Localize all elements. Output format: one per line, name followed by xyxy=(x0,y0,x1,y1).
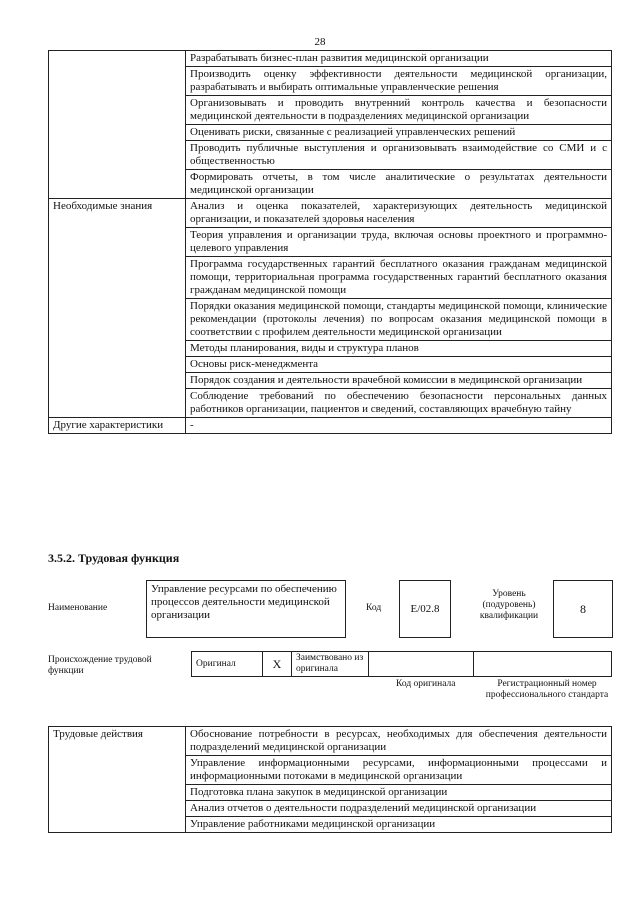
table-row xyxy=(49,727,612,756)
origin-label: Происхождение трудовой функции xyxy=(48,655,152,676)
knowledge-item: Теория управления и организации труда, включая основы проектного и программно-целевого управления xyxy=(186,228,612,257)
knowledge-label-cell: Необходимые знания xyxy=(49,199,186,418)
action-item: Управление работниками медицинской организации xyxy=(186,817,612,833)
function-code-box: E/02.8 xyxy=(399,580,451,638)
original-label: Оригинал xyxy=(192,652,263,677)
knowledge-item: Программа государственных гарантий бесплатного оказания гражданам медицинской помощи, территориальная программа государственных гарантий бесплатного оказания гражданам медицинской помощи xyxy=(186,257,612,299)
skills-label-cell xyxy=(49,51,186,199)
knowledge-item: Порядок создания и деятельности врачебной комиссии в медицинской организации xyxy=(186,373,612,389)
borrowed-label: Заимствовано из оригинала xyxy=(292,652,369,677)
skills-knowledge-table xyxy=(48,50,612,434)
skills-item: Оценивать риски, связанные с реализацией управленческих решений xyxy=(186,125,612,141)
other-label-cell: Другие характеристики xyxy=(49,418,186,434)
table-row xyxy=(49,418,612,434)
action-item: Управление информационными ресурсами, информационными процессами и информационными потоками в медицинской организации xyxy=(186,756,612,785)
action-item: Анализ отчетов о деятельности подразделений медицинской организации xyxy=(186,801,612,817)
skills-item: Производить оценку эффективности деятельности медицинской организации, разрабатывать и выбирать оптимальные управленческие решения xyxy=(186,67,612,96)
actions-label-cell: Трудовые действия xyxy=(49,727,186,833)
knowledge-item: Методы планирования, виды и структура планов xyxy=(186,341,612,357)
skills-item: Организовывать и проводить внутренний контроль качества и безопасности медицинской деятельности в подразделениях медицинской организации xyxy=(186,96,612,125)
level-value-box: 8 xyxy=(553,580,613,638)
knowledge-item: Анализ и оценка показателей, характеризующих деятельность медицинской организации, и показателей здоровья населения xyxy=(186,199,612,228)
level-label: Уровень (подуровень) квалификации xyxy=(479,589,539,621)
table-row xyxy=(49,199,612,228)
labor-actions-table xyxy=(48,726,612,833)
reg-number-caption: Регистрационный номер профессионального стандарта xyxy=(485,679,609,700)
original-code-cell xyxy=(369,652,474,677)
code-label: Код xyxy=(366,603,382,613)
name-label: Наименование xyxy=(48,603,108,613)
table-row xyxy=(49,51,612,67)
skills-item: Разрабатывать бизнес-план развития медицинской организации xyxy=(186,51,612,67)
page-number: 28 xyxy=(314,36,326,48)
skills-item: Проводить публичные выступления и организовывать взаимодействие со СМИ и с общественностью xyxy=(186,141,612,170)
knowledge-item: Порядки оказания медицинской помощи, стандарты медицинской помощи, клинические рекомендации (протоколы лечения) по вопросам оказания медицинской помощи в соответствии с профилем деятельности медицинской организации xyxy=(186,299,612,341)
function-name-box: Управление ресурсами по обеспечению процессов деятельности медицинской организации xyxy=(146,580,346,638)
other-item: - xyxy=(186,418,612,434)
action-item: Обоснование потребности в ресурсах, необходимых для обеспечения деятельности подразделений медицинской организации xyxy=(186,727,612,756)
original-mark: X xyxy=(263,652,292,677)
skills-item: Формировать отчеты, в том числе аналитические о результатах деятельности медицинской организации xyxy=(186,170,612,199)
original-code-caption: Код оригинала xyxy=(396,679,456,689)
reg-number-cell xyxy=(474,652,612,677)
action-item: Подготовка плана закупок в медицинской организации xyxy=(186,785,612,801)
knowledge-item: Основы риск-менеджмента xyxy=(186,357,612,373)
origin-table xyxy=(191,651,612,677)
section-title: 3.5.2. Трудовая функция xyxy=(48,551,180,565)
knowledge-item: Соблюдение требований по обеспечению безопасности персональных данных работников организации, пациентов и сведений, составляющих врачебную тайну xyxy=(186,389,612,418)
